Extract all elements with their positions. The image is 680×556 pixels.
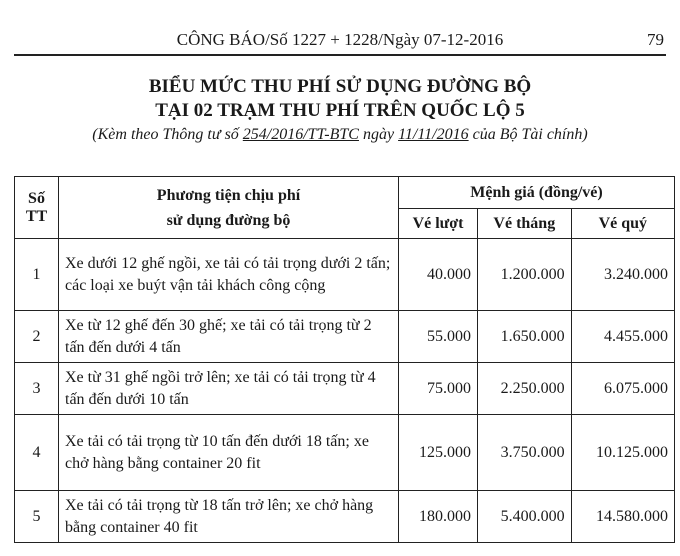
row-monthly: 1.650.000 (478, 311, 572, 363)
header-vehicle (59, 177, 399, 239)
row-stt: 4 (15, 415, 59, 491)
gazette-header-text: CÔNG BÁO/Số 1227 + 1228/Ngày 07-12-2016 (176, 30, 504, 49)
row-per-trip: 75.000 (399, 363, 478, 415)
row-per-trip: 180.000 (399, 491, 478, 543)
document-title-line2: TẠI 02 TRẠM THU PHÍ TRÊN QUỐC LỘ 5 (155, 100, 525, 121)
header-quarterly: Vé quý (571, 209, 674, 239)
table-row (15, 415, 675, 491)
row-vehicle: Xe từ 12 ghế đến 30 ghế; xe tải có tải trọng từ 2 tấn đến dưới 4 tấn (59, 311, 399, 363)
table-row (15, 363, 675, 415)
subtitle-suffix: của Bộ Tài chính) (468, 126, 588, 143)
row-vehicle: Xe tải có tải trọng từ 10 tấn đến dưới 18 tấn; xe chở hàng bằng container 20 fit (59, 415, 399, 491)
row-monthly: 1.200.000 (478, 239, 572, 311)
header-stt-line2: TT (25, 207, 48, 225)
subtitle-date: 11/11/2016 (398, 126, 469, 143)
header-per-trip: Vé lượt (399, 209, 478, 239)
row-stt: 3 (15, 363, 59, 415)
row-monthly: 5.400.000 (478, 491, 572, 543)
row-per-trip: 125.000 (399, 415, 478, 491)
row-vehicle: Xe dưới 12 ghế ngồi, xe tải có tải trọng dưới 2 tấn; các loại xe buýt vận tải khách công cộng (59, 239, 399, 311)
table-row (15, 239, 675, 311)
row-monthly: 2.250.000 (478, 363, 572, 415)
subtitle-middle: ngày (358, 126, 399, 143)
row-quarterly: 14.580.000 (571, 491, 674, 543)
header-price-group: Mệnh giá (đồng/vé) (399, 177, 675, 209)
row-stt: 5 (15, 491, 59, 543)
header-stt-line1: Số (28, 189, 45, 207)
document-title-line1: BIỂU MỨC THU PHÍ SỬ DỤNG ĐƯỜNG BỘ (148, 76, 532, 97)
header-vehicle-line2: sử dụng đường bộ (166, 211, 291, 229)
row-vehicle: Xe từ 31 ghế ngồi trở lên; xe tải có tải trọng từ 4 tấn đến dưới 10 tấn (59, 363, 399, 415)
page-header (14, 28, 666, 56)
row-stt: 2 (15, 311, 59, 363)
document-subtitle (0, 126, 680, 144)
table-row (15, 311, 675, 363)
header-vehicle-line1: Phương tiện chịu phí (156, 186, 301, 204)
row-quarterly: 10.125.000 (571, 415, 674, 491)
row-quarterly: 3.240.000 (571, 239, 674, 311)
row-quarterly: 4.455.000 (571, 311, 674, 363)
row-stt: 1 (15, 239, 59, 311)
row-quarterly: 6.075.000 (571, 363, 674, 415)
fee-table (14, 176, 675, 543)
header-monthly: Vé tháng (478, 209, 572, 239)
row-monthly: 3.750.000 (478, 415, 572, 491)
header-stt (15, 177, 59, 239)
page-number: 79 (647, 30, 664, 49)
row-per-trip: 40.000 (399, 239, 478, 311)
row-per-trip: 55.000 (399, 311, 478, 363)
row-vehicle: Xe tải có tải trọng từ 18 tấn trở lên; xe chở hàng bằng container 40 fit (59, 491, 399, 543)
table-row (15, 491, 675, 543)
subtitle-circular-number: 254/2016/TT-BTC (242, 126, 359, 143)
subtitle-prefix: (Kèm theo Thông tư số (92, 126, 243, 143)
